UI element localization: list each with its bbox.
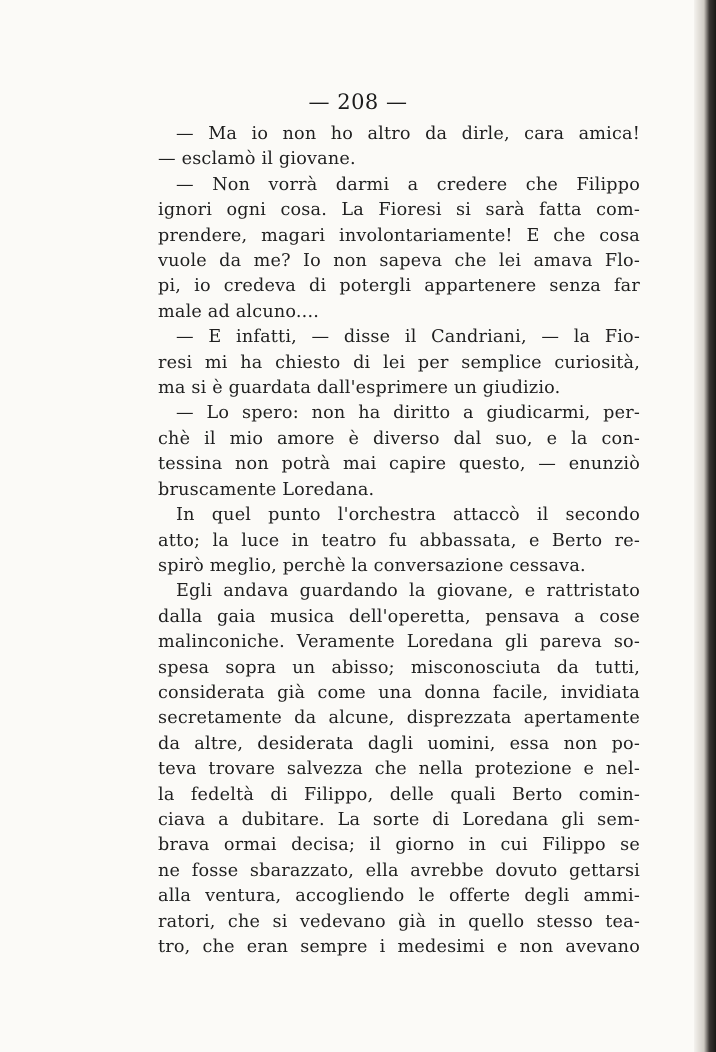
text-line: — Lo spero: non ha diritto a giudicarmi, per- <box>176 403 640 424</box>
text-line: atto; la luce in teatro fu abbassata, e Berto re- <box>158 530 640 551</box>
text-line: alla ventura, accogliendo le offerte degli ammi- <box>158 886 640 907</box>
page-number: — 208 — <box>308 90 408 114</box>
text-line: la fedeltà di Filippo, delle quali Berto comin- <box>158 784 640 805</box>
text-line: secretamente da alcune, disprezzata apertamente <box>158 708 640 729</box>
text-line: ma si è guardata dall'esprimere un giudizio. <box>158 378 561 399</box>
text-line: — esclamò il giovane. <box>158 149 356 170</box>
text-line: dalla gaia musica dell'operetta, pensava a cose <box>158 606 640 627</box>
text-line: prendere, magari involontariamente! E che cosa <box>158 225 640 246</box>
text-line: vuole da me? Io non sapeva che lei amava Flo- <box>158 251 640 272</box>
page-edge-shadow <box>694 0 716 1052</box>
text-line: teva trovare salvezza che nella protezione e nel- <box>158 759 640 780</box>
text-line: — Ma io non ho altro da dirle, cara amica! <box>176 124 640 144</box>
text-line: tessina non potrà mai capire questo, — enunziò <box>158 454 640 475</box>
text-line: brava ormai decisa; il giorno in cui Filippo se <box>158 835 640 856</box>
text-line: ignori ogni cosa. La Fioresi si sarà fatta com- <box>158 200 640 221</box>
text-line: — E infatti, — disse il Candriani, — la Fio- <box>176 327 640 348</box>
text-line: pi, io credeva di potergli appartenere senza far <box>158 276 640 297</box>
text-line: da altre, desiderata dagli uomini, essa non po- <box>158 733 640 754</box>
text-line: resi mi ha chiesto di lei per semplice curiosità, <box>158 352 640 373</box>
text-line: chè il mio amore è diverso dal suo, e la con- <box>158 428 640 449</box>
text-line: considerata già come una donna facile, invidiata <box>158 682 640 703</box>
text-line: bruscamente Loredana. <box>158 479 375 500</box>
text-line: malinconiche. Veramente Loredana gli pareva so- <box>158 632 640 653</box>
text-line: spirò meglio, perchè la conversazione cessava. <box>158 555 586 576</box>
text-line: Egli andava guardando la giovane, e rattristato <box>176 581 640 602</box>
text-line: ciava a dubitare. La sorte di Loredana gli sem- <box>158 809 640 830</box>
text-line: ratori, che si vedevano già in quello stesso tea- <box>158 911 640 932</box>
body-text <box>158 122 640 960</box>
text-line: — Non vorrà darmi a credere che Filippo <box>176 174 640 195</box>
text-line: In quel punto l'orchestra attaccò il secondo <box>176 505 640 526</box>
text-line: tro, che eran sempre i medesimi e non avevano <box>158 937 640 957</box>
text-line: spesa sopra un abisso; misconosciuta da tutti, <box>158 657 640 678</box>
text-line: ne fosse sbarazzato, ella avrebbe dovuto gettarsi <box>158 860 640 881</box>
text-line: male ad alcuno.... <box>158 301 320 322</box>
